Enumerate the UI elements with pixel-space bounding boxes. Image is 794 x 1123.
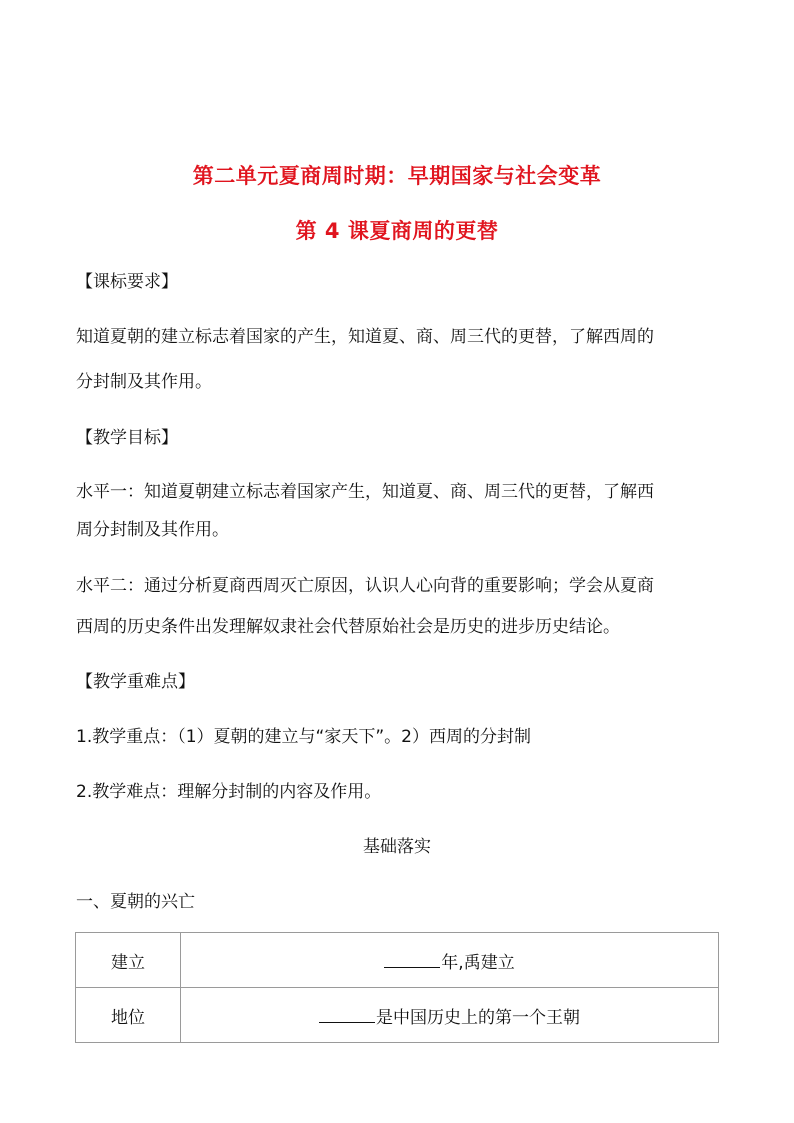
fill-blank[interactable] bbox=[384, 951, 440, 968]
unit-title: 第二单元夏商周时期：早期国家与社会变革 bbox=[192, 164, 602, 188]
table-row bbox=[76, 933, 719, 988]
key-points: 1.教学重点：（1）夏朝的建立与“家天下”。2）西周的分封制 bbox=[76, 727, 531, 747]
lesson-title: 第 4 课夏商周的更替 bbox=[295, 219, 499, 243]
row-suffix: 是中国历史上的第一个王朝 bbox=[376, 1007, 580, 1028]
goal-level2-line1: 水平二：通过分析夏商西周灭亡原因，认识人心向背的重要影响；学会从夏商 bbox=[76, 576, 654, 596]
row-suffix: 年,禹建立 bbox=[441, 952, 515, 973]
row-head: 建立 bbox=[76, 933, 181, 988]
section-key-heading: 【教学重难点】 bbox=[76, 672, 195, 692]
row-head: 地位 bbox=[76, 988, 181, 1043]
xia-dynasty-table bbox=[75, 932, 719, 1043]
section-goals-heading: 【教学目标】 bbox=[76, 428, 178, 448]
goal-level1-line1: 水平一：知道夏朝建立标志着国家产生，知道夏、商、周三代的更替，了解西 bbox=[76, 482, 654, 502]
goal-level2-line2: 西周的历史条件出发理解奴隶社会代替原始社会是历史的进步历史结论。 bbox=[76, 617, 620, 637]
curriculum-text-line1: 知道夏朝的建立标志着国家的产生，知道夏、商、周三代的更替，了解西周的 bbox=[76, 327, 654, 347]
difficult-points: 2.教学难点：理解分封制的内容及作用。 bbox=[76, 782, 382, 802]
fill-blank[interactable] bbox=[319, 1006, 375, 1023]
section-one-heading: 一、夏朝的兴亡 bbox=[76, 892, 195, 912]
basics-heading: 基础落实 bbox=[363, 837, 431, 857]
row-content bbox=[181, 988, 719, 1043]
row-content bbox=[181, 933, 719, 988]
section-curriculum-heading: 【课标要求】 bbox=[76, 272, 178, 292]
goal-level1-line2: 周分封制及其作用。 bbox=[76, 520, 229, 540]
table-row bbox=[76, 988, 719, 1043]
curriculum-text-line2: 分封制及其作用。 bbox=[76, 372, 212, 392]
